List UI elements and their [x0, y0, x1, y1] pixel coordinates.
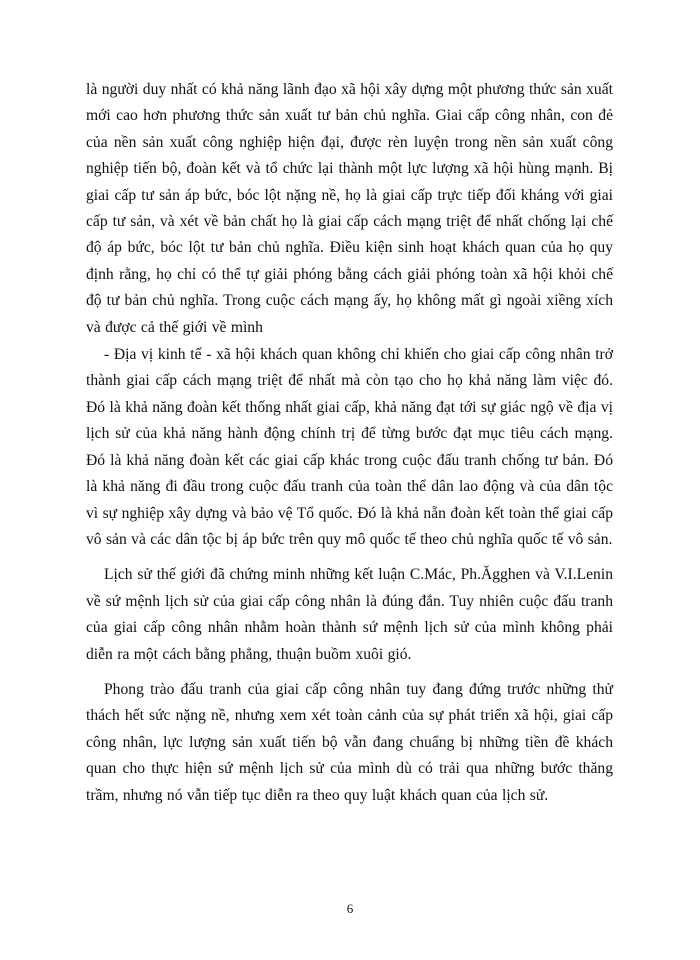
paragraph-continuation: là người duy nhất có khả năng lãnh đạo xã hội xây dựng một phương thức sản xuất mới cao hơn phương thức sản xuất tư bản chủ nghĩa. Giai cấp công nhân, con đẻ của nền sản xuất công nghiệp hiện đại, được rèn luyện trong nền sản xuất công nghiệp tiến bộ, đoàn kết và tổ chức lại thành một lực lượng xã hội hùng mạnh. Bị giai cấp tư sản áp bức, bóc lột nặng nề, họ là giai cấp trực tiếp đối kháng với giai cấp tư sản, và xét về bản chất họ là giai cấp cách mạng triệt để nhất chống lại chế độ áp bức, bóc lột tư bản chủ nghĩa. Điều kiện sinh hoạt khách quan của họ quy định rằng, họ chỉ có thể tự giải phóng bằng cách giải phóng toàn xã hội khỏi chế độ tư bản chủ nghĩa. Trong cuộc cách mạng ấy, họ không mất gì ngoài xiềng xích và được cả thế giới về mình: [86, 81, 613, 336]
paragraph-world-history: Lịch sử thế giới đã chứng minh những kết luận C.Mác, Ph.Ăgghen và V.I.Lenin về sứ mệnh lịch sử của giai cấp công nhân là đúng đắn. Tuy nhiên cuộc đấu tranh của giai cấp công nhân nhằm hoàn thành sứ mệnh lịch sử của mình không phải diễn ra một cách bằng phẳng, thuận buồm xuôi gió.: [86, 566, 613, 663]
paragraph-workers-movement: Phong trào đấu tranh của giai cấp công nhân tuy đang đứng trước những thử thách hết sức nặng nề, nhưng xem xét toàn cảnh của sự phát triển xã hội, giai cấp công nhân, lực lượng sản xuất tiến bộ vẫn đang chuẩng bị những tiền đề khách quan cho thực hiện sứ mệnh lịch sử của mình dù có trải qua những bước thăng trầm, nhưng nó vẫn tiếp tục diễn ra theo quy luật khách quan của lịch sử.: [86, 680, 613, 804]
page-body: [86, 77, 613, 809]
paragraph-economic-status: - Địa vị kinh tế - xã hội khách quan không chỉ khiến cho giai cấp công nhân trở thành giai cấp cách mạng triệt để nhất mà còn tạo cho họ khả năng làm việc đó. Đó là khả năng đoàn kết thống nhất giai cấp, khả năng đạt tới sự giác ngộ về địa vị lịch sử của khả năng hành động chính trị để từng bước đạt mục tiêu cách mạng. Đó là khả năng đoàn kết các giai cấp khác trong cuộc đấu tranh chống tư bản. Đó là khả năng đi đầu trong cuộc đấu tranh của toàn thể dân lao động và của dân tộc vì sự nghiệp xây dựng và bảo vệ Tổ quốc. Đó là khả nẵn đoàn kết toàn thể giai cấp vô sản và các dân tộc bị áp bức trên quy mô quốc tế theo chủ nghĩa quốc tế vô sản.: [86, 346, 613, 548]
page-number: 6: [346, 901, 354, 916]
